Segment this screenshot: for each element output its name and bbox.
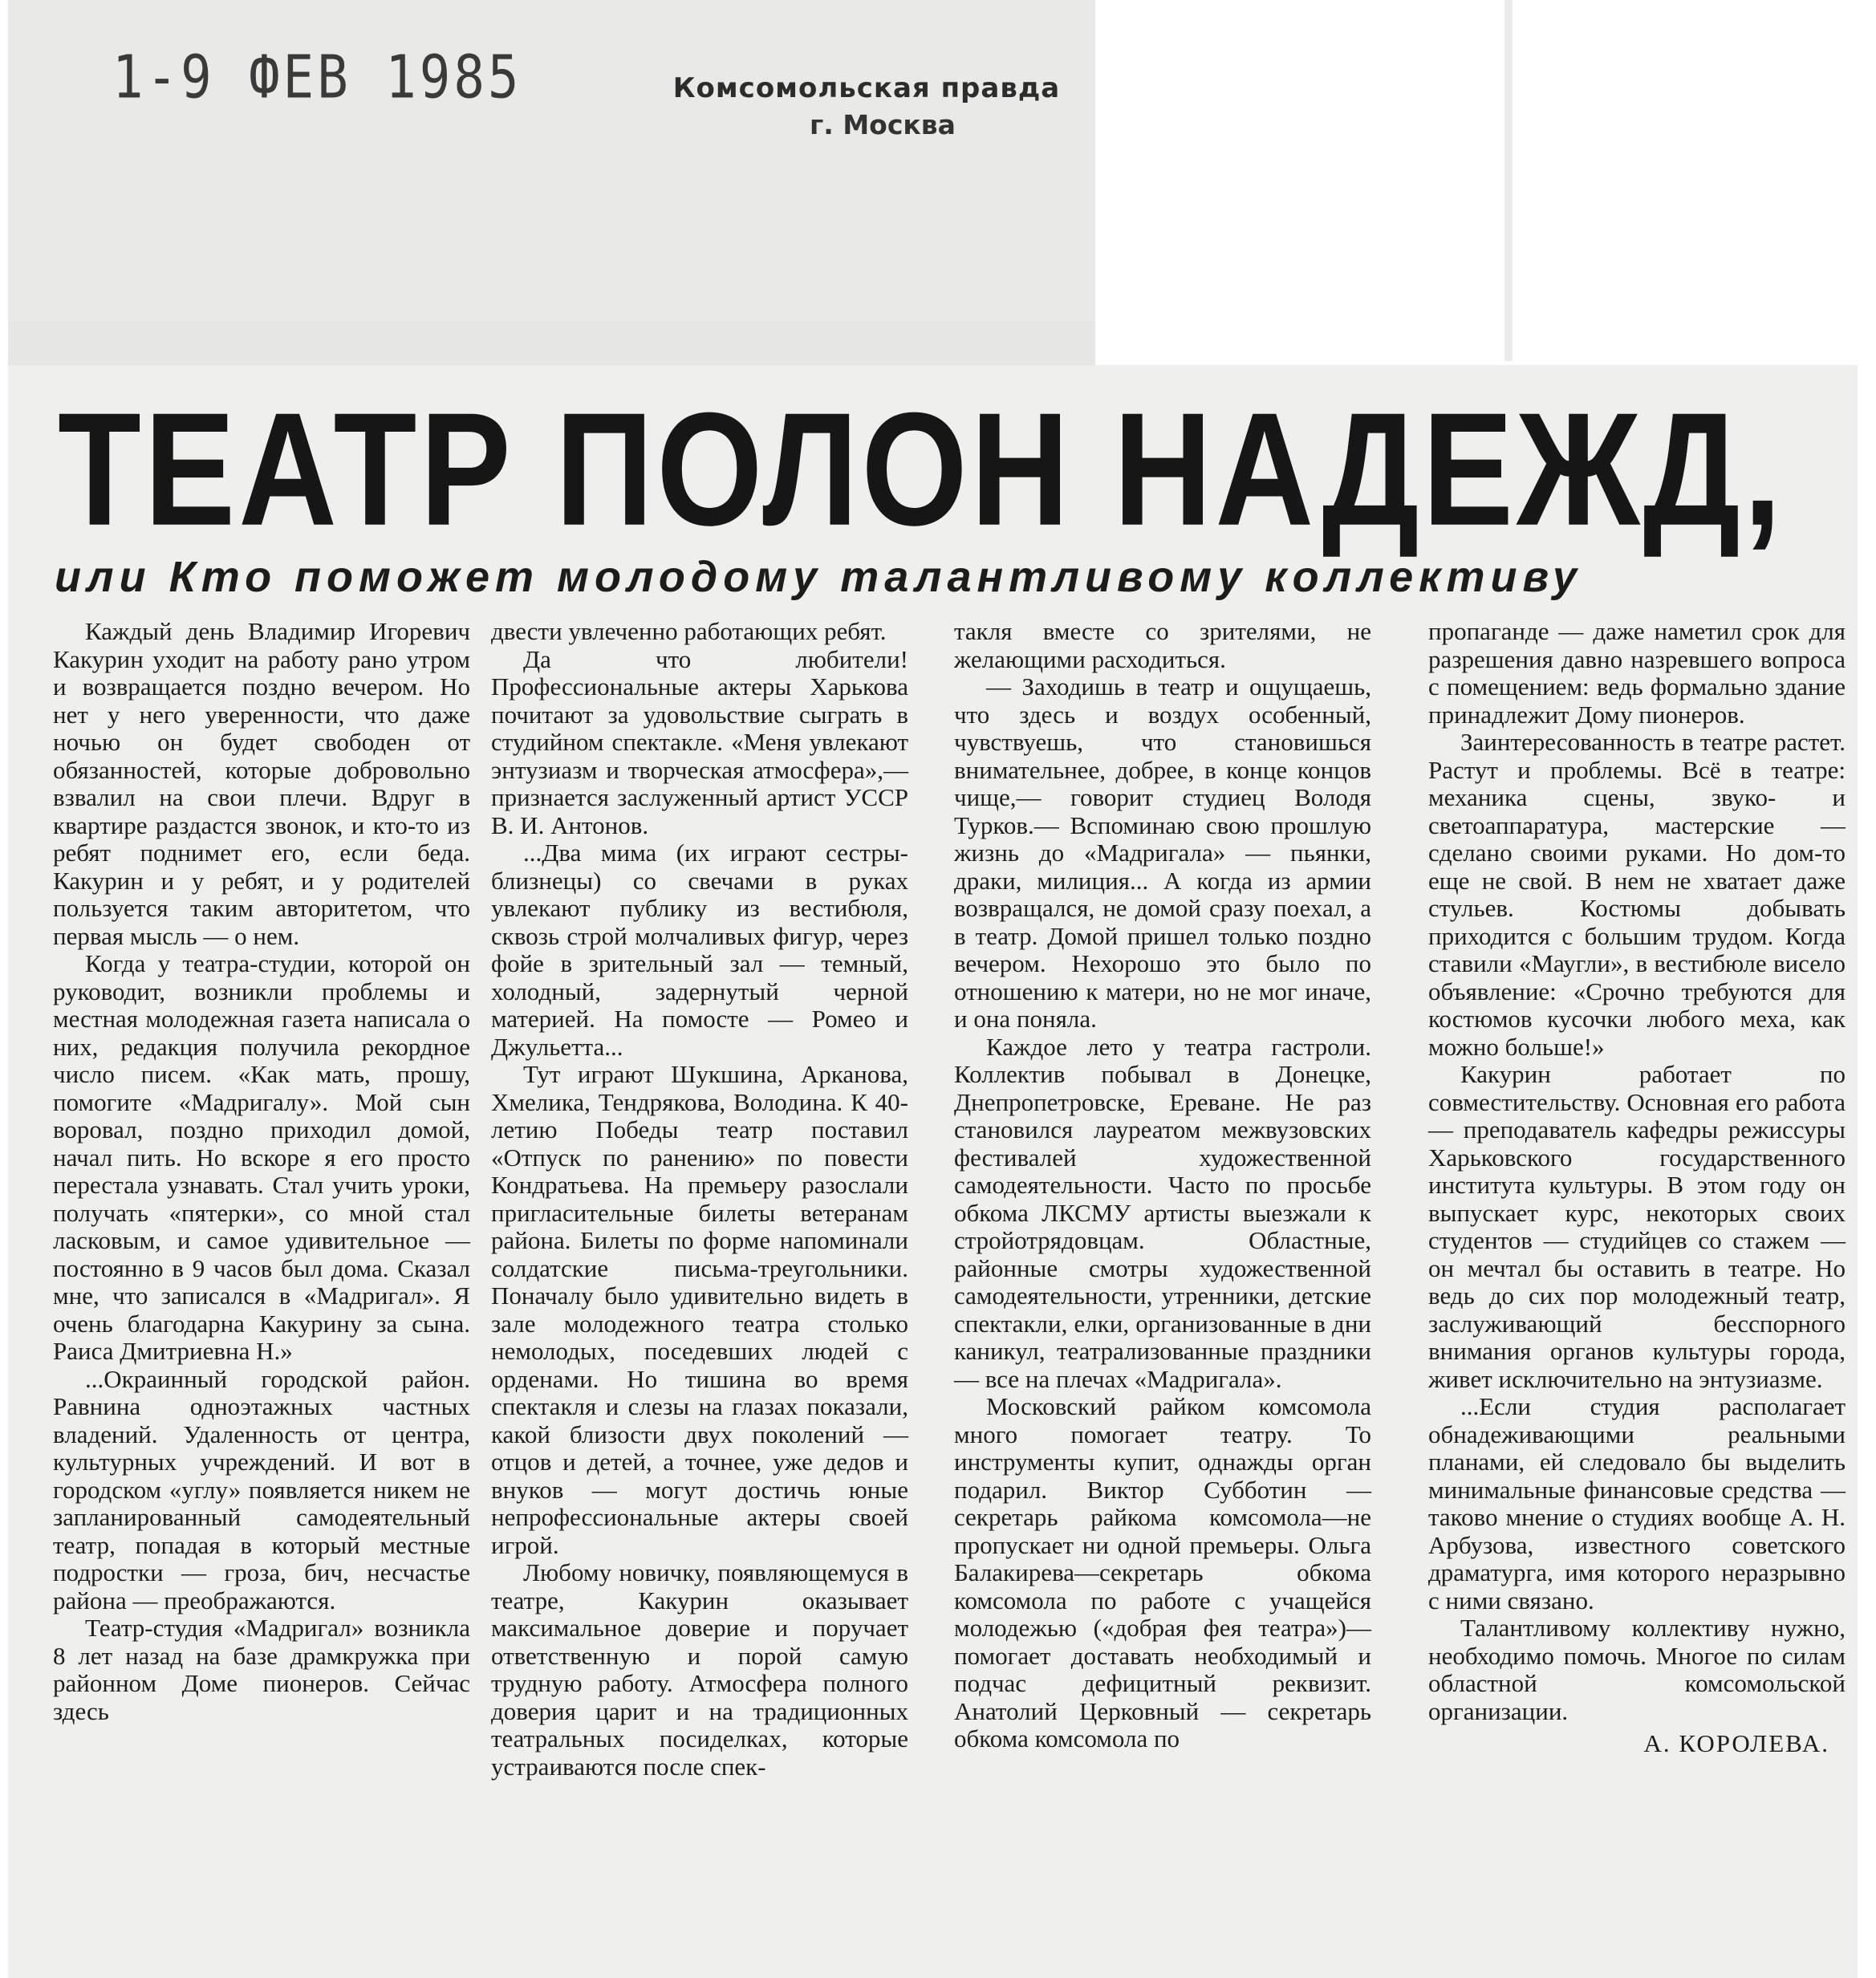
article-subheadline: или Кто поможет молодому талантливому коллективу bbox=[55, 553, 1583, 601]
paragraph: ...Если студия располагает обнадеживающими реальными планами, ей следовало бы выделить минимальные финансовые средства —таково мнение о студиях вообще А. Н. Арбузова, известного советского драматурга, имя которого неразрывно с ними связано. bbox=[1428, 1392, 1846, 1614]
date-stamp: 1-9 ФЕВ 1985 bbox=[112, 44, 522, 113]
paragraph: ...Два мима (их играют сестры-близнецы) со свечами в руках увлекают публику из вестибюля, сквозь строй молчаливых фигур, через фойе в зрительный зал — темный, холодный, задернутый черной материей. На помосте — Ромео и Джульетта... bbox=[491, 839, 908, 1061]
paragraph: Заинтересованность в театре растет. Растут и проблемы. Всё в театре: механика сцены, звуко- и светоаппаратура, мастерские — сделано своими руками. Но дом-то еще не свой. В нем не хватает даже стульев. Костюмы добывать приходится с большим трудом. Когда ставили «Маугли», в вестибюле висело объявление: «Срочно требуются для костюмов кусочки любого меха, как можно больше!» bbox=[1428, 728, 1846, 1061]
text-column-1 bbox=[53, 618, 470, 1725]
paragraph: Какурин работает по совместительству. Основная его работа — преподаватель кафедры режиссуры Харьковского государственного института культуры. В этом году он выпускает курс, некоторых своих студентов — студийцев со стажем — он мечтал бы оставить в театре. Но ведь до сих пор молодежный театр, заслуживающий бесспорного внимания органов культуры города, живет исключительно на энтузиазме. bbox=[1428, 1060, 1846, 1393]
source-name: Комсомольская правда bbox=[672, 72, 1061, 104]
paragraph: пропаганде — даже наметил срок для разрешения давно назревшего вопроса с помещением: ведь формально здание принадлежит Дому пионеров. bbox=[1428, 617, 1846, 729]
paragraph: Тут играют Шукшина, Арканова, Хмелика, Тендрякова, Володина. К 40-летию Победы театр поставил «Отпуск по ранению» по повести Кондратьева. На премьеру разослали пригласительные билеты ветеранам района. Билеты по форме напоминали солдатские письма-треугольники. Поначалу было удивительно видеть в зале молодежного театра столько немолодых, поседевших людей с орденами. Но тишина во время спектакля и слезы на глазах показали, какой близости двух поколений — отцов и детей, а точнее, уже дедов и внуков — могут достичь юные непрофессиональные актеры своей игрой. bbox=[491, 1060, 908, 1559]
paragraph: ...Окраинный городской район. Равнина одноэтажных частных владений. Удаленность от центра, культурных учреждений. И вот в городском «углу» появляется никем не запланированный самодеятельный театр, попадая в который местные подростки — гроза, бич, несчастье района — преображаются. bbox=[53, 1364, 470, 1614]
paragraph: Любому новичку, появляющемуся в театре, Какурин оказывает максимальное доверие и поручает ответственную и порой самую трудную работу. Атмосфера полного доверия царит и на традиционных театральных посиделках, которые устраиваются после спек- bbox=[491, 1558, 908, 1781]
paragraph: Да что любители! Профессиональные актеры Харькова почитают за удовольствие сыграть в студийном спектакле. «Меня увлекают энтузиазм и творческая атмосфера»,— признается заслуженный артист УССР В. И. Антонов. bbox=[491, 644, 908, 839]
text-column-3 bbox=[954, 618, 1371, 1753]
text-column-2 bbox=[491, 618, 908, 1781]
paragraph: двести увлеченно работающих ребят. bbox=[491, 617, 887, 645]
author-signature: А. КОРОЛЕВА. bbox=[1643, 1729, 1829, 1757]
paragraph: Когда у театра-студии, которой он руководит, возникли проблемы и местная молодежная газета написала о них, редакция получила рекордное число писем. «Как мать, прошу, помогите «Мадригалу». Мой сын воровал, поздно приходил домой, начал пить. Но вскоре я его просто перестала узнавать. Стал учить уроки, получать «пятерки», со мной стал ласковым, и самое удивительное — постоянно в 9 часов был дома. Сказал мне, что записался в «Мадригал». Я очень благодарна Какурину за сына. Раиса Дмитриевна Н.» bbox=[53, 949, 470, 1365]
paper-edge bbox=[1504, 0, 1513, 361]
paragraph: Театр-студия «Мадригал» возникла 8 лет назад на базе драмкружка при районном Доме пионеров. Сейчас здесь bbox=[53, 1614, 470, 1725]
paragraph: Каждый день Владимир Игоревич Какурин уходит на работу рано утром и возвращается поздно вечером. Но нет у него уверенности, что даже ночью он будет свободен от обязанностей, которые добровольно взвалил на свои плечи. Вдруг в квартире раздастся звонок, и кто-то из ребят поднимет его, если беда. Какурин и у ребят, и у родителей пользуется таким авторитетом, что первая мысль — о нем. bbox=[53, 617, 470, 950]
source-city: г. Москва bbox=[810, 109, 956, 140]
paragraph: Московский райком комсомола много помогает театру. То инструменты купит, однажды орган подарил. Виктор Субботин — секретарь райкома комсомола—не пропускает ни одной премьеры. Ольга Балакирева—секретарь обкома комсомола по работе с учащейся молодежью («добрая фея театра»)—помогает доставать необходимый и подчас дефицитный реквизит. Анатолий Церковный — секретарь обкома комсомола по bbox=[954, 1392, 1371, 1753]
paragraph: — Заходишь в театр и ощущаешь, что здесь и воздух особенный, чувствуешь, что становишься внимательнее, добрее, в конце концов чище,— говорит студиец Володя Турков.— Вспоминаю свою прошлую жизнь до «Мадригала» — пьянки, драки, милиция... А когда из армии возвращался, не домой сразу поехал, а в театр. Домой пришел только поздно вечером. Нехорошо это было по отношению к матери, но не мог иначе, и она поняла. bbox=[954, 672, 1371, 1033]
article-body bbox=[34, 618, 1855, 1974]
paragraph: Талантливому коллективу нужно, необходимо помочь. Многое по силам областной комсомольской организации. bbox=[1428, 1614, 1846, 1725]
paragraph: Каждое лето у театра гастроли. Коллектив побывал в Донецке, Днепропетровске, Ереване. Не раз становился лауреатом межвузовских фестивалей художественной самодеятельности. Часто по просьбе обкома ЛКСМУ артисты выезжали к стройотрядовцам. Областные, районные смотры художественной самодеятельности, утренники, детские спектакли, елки, организованные в дни каникул, театрализованные праздники — все на плечах «Мадригала». bbox=[954, 1032, 1371, 1393]
text-column-4 bbox=[1428, 618, 1846, 1758]
article-headline: ТЕАТР ПОЛОН НАДЕЖД, bbox=[58, 380, 1785, 560]
source-stamp bbox=[658, 72, 1075, 140]
paragraph: такля вместе со зрителями, не желающими расходиться. bbox=[954, 617, 1371, 673]
